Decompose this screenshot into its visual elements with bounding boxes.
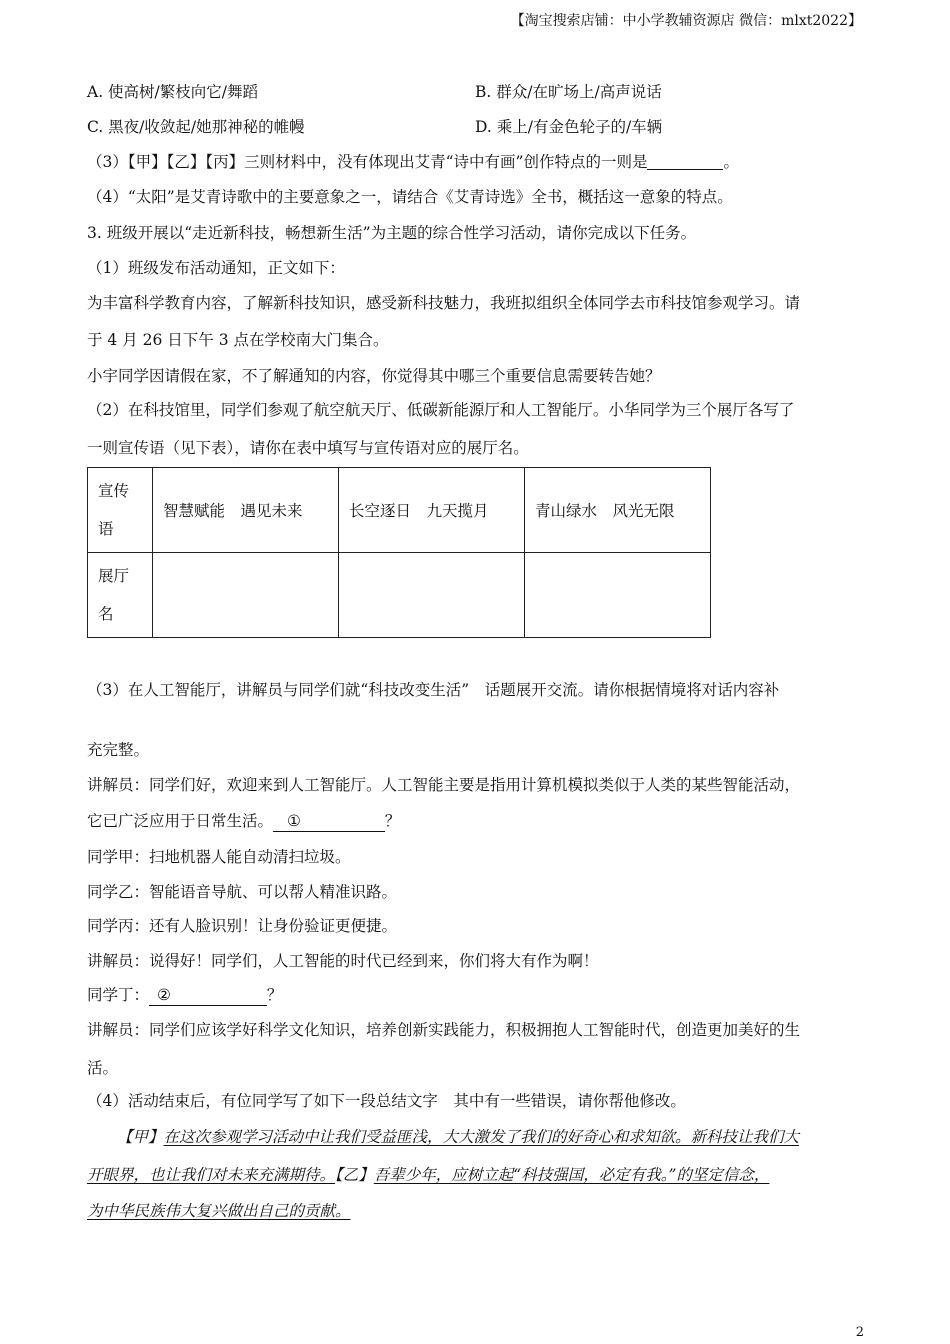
student-b: 同学乙：智能语音导航、可以帮人精准识路。: [87, 883, 398, 901]
summary-line-2: [87, 1165, 769, 1185]
question-4: （4）“太阳”是艾青诗歌中的主要意象之一，请结合《艾青诗选》全书，概括这一意象的特点。: [87, 188, 733, 206]
student-d-label: 同学丁：: [87, 986, 150, 1004]
table-row: [88, 468, 711, 553]
question-mark: ？: [384, 812, 401, 830]
label-jia: 【甲】: [117, 1128, 164, 1146]
guide-line-2: [87, 811, 400, 832]
slogan-cell: 长空逐日 九天揽月: [339, 468, 525, 553]
task-3-line-2: 充完整。: [87, 741, 150, 759]
slogan-table: [87, 467, 711, 638]
slogan-cell: 智慧赋能 遇见未来: [153, 468, 339, 553]
summary-line-1: [117, 1127, 799, 1147]
hall-name-cell[interactable]: [525, 553, 711, 638]
label-yi: 【乙】: [335, 1166, 374, 1184]
summary-text-2: 开眼界，也让我们对未来充满期待。: [87, 1166, 336, 1184]
option-d: D. 乘上/有金色轮子的/车辆: [475, 118, 663, 136]
student-c: 同学丙：还有人脸识别！让身份验证更便捷。: [87, 917, 398, 935]
question-3: [87, 152, 739, 172]
hall-name-cell[interactable]: [339, 553, 525, 638]
guide-line-5: 活。: [87, 1059, 119, 1077]
answer-blank-1[interactable]: ①: [273, 811, 385, 832]
summary-line-3: [87, 1201, 351, 1221]
task-3-line-1: （3）在人工智能厅，讲解员与同学们就“科技改变生活” 话题展开交流。请你根据情境将对话内容补: [87, 681, 780, 699]
option-c: C. 黑夜/收敛起/她那神秘的帷幔: [87, 118, 305, 136]
notice-line-2: 于 4 月 26 日下午 3 点在学校南大门集合。: [87, 331, 389, 349]
guide-line-4: 讲解员：同学们应该学好科学文化知识，培养创新实践能力，积极拥抱人工智能时代，创造更加美好的生: [87, 1021, 801, 1039]
summary-text-3: 吾辈少年，应树立起“科技强国，必定有我。”的坚定信念，: [373, 1166, 770, 1184]
table-row: [88, 553, 711, 638]
guide-line-1: 讲解员：同学们好，欢迎来到人工智能厅。人工智能主要是指用计算机模拟类似于人类的某些智能活动，: [87, 776, 801, 794]
summary-text-1: 在这次参观学习活动中让我们受益匪浅，大大激发了我们的好奇心和求知欲。新科技让我们大: [163, 1128, 800, 1146]
section-3-title: 3. 班级开展以“走近新科技，畅想新生活”为主题的综合性学习活动，请你完成以下任务。: [87, 224, 697, 242]
student-d: [87, 985, 282, 1006]
row-label-slogan: 宣传语: [88, 468, 153, 553]
task-1-intro: （1）班级发布活动通知，正文如下：: [87, 259, 345, 277]
task-2-line-1: （2）在科技馆里，同学们参观了航空航天厅、低碳新能源厅和人工智能厅。小华同学为三个展厅各写了: [87, 401, 795, 419]
option-a: A. 使高树/繁枝向它/舞蹈: [87, 83, 258, 101]
task-2-line-2: 一则宣传语（见下表），请你在表中填写与宣传语对应的展厅名。: [87, 439, 529, 457]
answer-blank[interactable]: [647, 153, 723, 170]
summary-text-4: 为中华民族伟大复兴做出自己的贡献。: [87, 1202, 351, 1220]
page-number: 2: [855, 1325, 864, 1340]
question-mark: ？: [266, 986, 283, 1004]
guide-line-3: 讲解员：说得好！同学们，人工智能的时代已经到来，你们将大有作为啊！: [87, 952, 599, 970]
notice-line-1: 为丰富科学教育内容，了解新科技知识，感受新科技魅力，我班拟组织全体同学去市科技馆参观学习。请: [87, 294, 801, 312]
answer-blank-2[interactable]: ②: [149, 985, 267, 1006]
task-4-intro: （4）活动结束后，有位同学写了如下一段总结文字 其中有一些错误，请你帮他修改。: [87, 1092, 686, 1110]
student-a: 同学甲：扫地机器人能自动清扫垃圾。: [87, 848, 351, 866]
page-header: 【淘宝搜索店铺：中小学教辅资源店 微信：mlxt2022】: [510, 13, 862, 29]
task-1-question: 小宇同学因请假在家，不了解通知的内容，你觉得其中哪三个重要信息需要转告她？: [87, 367, 661, 385]
question-3-end: 。: [723, 153, 739, 171]
option-b: B. 群众/在旷场上/高声说话: [475, 83, 662, 101]
row-label-hall: 展厅名: [88, 553, 153, 638]
slogan-cell: 青山绿水 风光无限: [525, 468, 711, 553]
hall-name-cell[interactable]: [153, 553, 339, 638]
guide-line-2-text: 它已广泛应用于日常生活。: [87, 812, 274, 830]
question-3-text: （3）【甲】【乙】【丙】三则材料中，没有体现出艾青“诗中有画”创作特点的一则是: [87, 153, 648, 171]
